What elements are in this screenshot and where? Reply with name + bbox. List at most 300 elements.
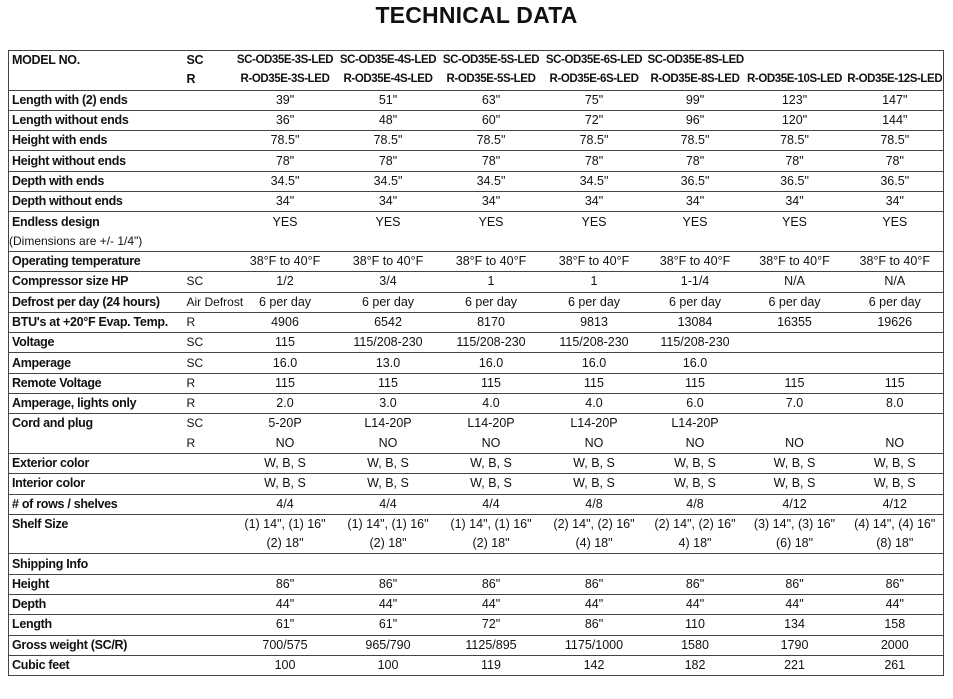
table-header-row bbox=[9, 51, 944, 71]
table-cell: 19626 bbox=[844, 312, 944, 332]
r-model-cell: R-OD35E-12S-LED bbox=[844, 70, 944, 90]
table-cell: 100 bbox=[233, 655, 335, 675]
table-row bbox=[9, 272, 944, 292]
row-sub-label bbox=[184, 615, 233, 635]
row-sub-label bbox=[184, 90, 233, 110]
table-cell: 965/790 bbox=[335, 635, 439, 655]
r-model-cell: R-OD35E-8S-LED bbox=[645, 70, 743, 90]
table-cell: L14-20P bbox=[541, 414, 645, 434]
table-cell bbox=[844, 353, 944, 373]
table-cell: (2) 18" bbox=[335, 534, 439, 554]
row-sub-label bbox=[184, 474, 233, 494]
table-cell: 120" bbox=[743, 110, 844, 130]
table-cell: 16.0 bbox=[233, 353, 335, 373]
table-cell: 16355 bbox=[743, 312, 844, 332]
sc-model-cell: SC-OD35E-6S-LED bbox=[541, 51, 645, 71]
table-cell: 86" bbox=[743, 574, 844, 594]
empty-cell bbox=[645, 232, 743, 252]
table-cell: W, B, S bbox=[335, 474, 439, 494]
table-cell: YES bbox=[645, 212, 743, 232]
table-cell: 4) 18" bbox=[645, 534, 743, 554]
empty-cell bbox=[743, 554, 844, 574]
row-sub-label bbox=[184, 151, 233, 171]
table-cell: (2) 14", (2) 16" bbox=[645, 514, 743, 534]
empty-cell bbox=[743, 232, 844, 252]
table-cell: W, B, S bbox=[645, 453, 743, 473]
row-label: Depth with ends bbox=[9, 171, 184, 191]
table-cell: N/A bbox=[743, 272, 844, 292]
table-row bbox=[9, 434, 944, 454]
table-cell: 4/8 bbox=[645, 494, 743, 514]
table-cell: 6 per day bbox=[645, 292, 743, 312]
empty-cell bbox=[9, 70, 184, 90]
row-label: Shelf Size bbox=[9, 514, 184, 534]
row-sub-label bbox=[184, 453, 233, 473]
table-cell: 34.5" bbox=[233, 171, 335, 191]
table-cell: 700/575 bbox=[233, 635, 335, 655]
row-label: Compressor size HP bbox=[9, 272, 184, 292]
empty-cell bbox=[184, 534, 233, 554]
table-cell: 1125/895 bbox=[439, 635, 541, 655]
table-cell: (4) 14", (4) 16" bbox=[844, 514, 944, 534]
table-cell: 1 bbox=[439, 272, 541, 292]
table-row bbox=[9, 232, 944, 252]
table-cell: 72" bbox=[541, 110, 645, 130]
table-cell: 34.5" bbox=[335, 171, 439, 191]
row-sub-label: SC bbox=[184, 333, 233, 353]
table-cell: 9813 bbox=[541, 312, 645, 332]
table-cell: 48" bbox=[335, 110, 439, 130]
table-cell: W, B, S bbox=[645, 474, 743, 494]
row-sub-label bbox=[184, 494, 233, 514]
table-cell: 96" bbox=[645, 110, 743, 130]
table-cell: YES bbox=[233, 212, 335, 232]
table-row bbox=[9, 615, 944, 635]
table-cell: 115/208-230 bbox=[439, 333, 541, 353]
table-cell: 115 bbox=[233, 373, 335, 393]
row-sub-label: SC bbox=[184, 353, 233, 373]
table-cell: 115/208-230 bbox=[335, 333, 439, 353]
row-label: Operating temperature bbox=[9, 251, 184, 271]
table-cell: NO bbox=[439, 434, 541, 454]
empty-cell bbox=[9, 534, 184, 554]
table-cell: 6.0 bbox=[645, 394, 743, 414]
table-cell: 86" bbox=[645, 574, 743, 594]
table-cell: (2) 18" bbox=[439, 534, 541, 554]
table-cell: (2) 18" bbox=[233, 534, 335, 554]
row-sub-label bbox=[184, 192, 233, 212]
table-cell: 6 per day bbox=[335, 292, 439, 312]
table-cell: 44" bbox=[439, 595, 541, 615]
table-cell: N/A bbox=[844, 272, 944, 292]
table-cell: 16.0 bbox=[645, 353, 743, 373]
table-cell: 78" bbox=[541, 151, 645, 171]
table-cell: 4/4 bbox=[439, 494, 541, 514]
table-row bbox=[9, 635, 944, 655]
table-cell: (1) 14", (1) 16" bbox=[233, 514, 335, 534]
table-cell: 63" bbox=[439, 90, 541, 110]
table-cell: 110 bbox=[645, 615, 743, 635]
row-sub-label: R bbox=[184, 434, 233, 454]
row-sub-label bbox=[184, 595, 233, 615]
sc-model-cell: SC-OD35E-8S-LED bbox=[645, 51, 743, 71]
table-cell bbox=[743, 333, 844, 353]
table-row bbox=[9, 453, 944, 473]
table-row bbox=[9, 414, 944, 434]
table-cell: 99" bbox=[645, 90, 743, 110]
table-row bbox=[9, 534, 944, 554]
table-cell: 61" bbox=[335, 615, 439, 635]
empty-cell bbox=[439, 554, 541, 574]
table-cell: 4.0 bbox=[541, 394, 645, 414]
table-cell: W, B, S bbox=[233, 453, 335, 473]
table-cell: W, B, S bbox=[439, 453, 541, 473]
table-cell: 38°F to 40°F bbox=[439, 251, 541, 271]
table-cell: YES bbox=[541, 212, 645, 232]
table-cell: 6 per day bbox=[541, 292, 645, 312]
table-row bbox=[9, 394, 944, 414]
table-cell: (4) 18" bbox=[541, 534, 645, 554]
table-cell: 4906 bbox=[233, 312, 335, 332]
table-cell: 78" bbox=[233, 151, 335, 171]
table-cell: 144" bbox=[844, 110, 944, 130]
table-cell: 75" bbox=[541, 90, 645, 110]
r-model-cell: R-OD35E-5S-LED bbox=[439, 70, 541, 90]
row-sub-label bbox=[184, 110, 233, 130]
row-label: Endless design bbox=[9, 212, 184, 232]
sc-model-cell: SC-OD35E-3S-LED bbox=[233, 51, 335, 71]
table-cell: 36.5" bbox=[844, 171, 944, 191]
table-cell: 6542 bbox=[335, 312, 439, 332]
row-label: Cord and plug bbox=[9, 414, 184, 434]
row-sub-label: Air Defrost bbox=[184, 292, 233, 312]
table-cell: (1) 14", (1) 16" bbox=[439, 514, 541, 534]
table-cell: 4/4 bbox=[233, 494, 335, 514]
table-cell: 1-1/4 bbox=[645, 272, 743, 292]
row-label: Cubic feet bbox=[9, 655, 184, 675]
table-cell: 34" bbox=[541, 192, 645, 212]
table-cell: YES bbox=[335, 212, 439, 232]
table-cell: 78.5" bbox=[743, 131, 844, 151]
table-cell: 36" bbox=[233, 110, 335, 130]
table-cell: 2000 bbox=[844, 635, 944, 655]
row-label: Height with ends bbox=[9, 131, 184, 151]
table-cell bbox=[844, 333, 944, 353]
row-label: Amperage bbox=[9, 353, 184, 373]
table-cell: 86" bbox=[844, 574, 944, 594]
empty-cell bbox=[335, 554, 439, 574]
table-cell: 72" bbox=[439, 615, 541, 635]
table-cell: 44" bbox=[645, 595, 743, 615]
table-cell: 78.5" bbox=[335, 131, 439, 151]
table-cell: 51" bbox=[335, 90, 439, 110]
table-cell: 86" bbox=[541, 574, 645, 594]
table-cell: (6) 18" bbox=[743, 534, 844, 554]
table-cell: 115/208-230 bbox=[541, 333, 645, 353]
table-cell: 38°F to 40°F bbox=[541, 251, 645, 271]
table-cell: 34" bbox=[233, 192, 335, 212]
empty-cell bbox=[184, 514, 233, 534]
shipping-info-heading: Shipping Info bbox=[9, 554, 184, 574]
sc-label: SC bbox=[184, 51, 233, 71]
table-cell: 34" bbox=[335, 192, 439, 212]
table-cell: 34" bbox=[844, 192, 944, 212]
table-cell bbox=[844, 414, 944, 434]
table-cell: 100 bbox=[335, 655, 439, 675]
empty-cell bbox=[233, 554, 335, 574]
table-cell: 123" bbox=[743, 90, 844, 110]
table-row bbox=[9, 655, 944, 675]
table-cell: L14-20P bbox=[439, 414, 541, 434]
empty-cell bbox=[335, 232, 439, 252]
table-row bbox=[9, 514, 944, 534]
empty-cell bbox=[541, 554, 645, 574]
table-cell: 34.5" bbox=[439, 171, 541, 191]
table-cell: 3/4 bbox=[335, 272, 439, 292]
table-cell: W, B, S bbox=[844, 474, 944, 494]
table-cell: L14-20P bbox=[645, 414, 743, 434]
row-label: Depth without ends bbox=[9, 192, 184, 212]
table-row bbox=[9, 171, 944, 191]
table-cell: NO bbox=[645, 434, 743, 454]
table-cell: 38°F to 40°F bbox=[233, 251, 335, 271]
table-cell: 44" bbox=[743, 595, 844, 615]
empty-cell bbox=[233, 232, 335, 252]
empty-cell bbox=[645, 554, 743, 574]
table-cell: 34.5" bbox=[541, 171, 645, 191]
r-model-cell: R-OD35E-6S-LED bbox=[541, 70, 645, 90]
table-cell: 78.5" bbox=[439, 131, 541, 151]
table-cell: 115 bbox=[233, 333, 335, 353]
empty-cell bbox=[184, 554, 233, 574]
table-cell: 4.0 bbox=[439, 394, 541, 414]
row-label: Interior color bbox=[9, 474, 184, 494]
row-label: Length bbox=[9, 615, 184, 635]
row-label: Exterior color bbox=[9, 453, 184, 473]
sc-model-cell: SC-OD35E-5S-LED bbox=[439, 51, 541, 71]
table-cell: 115 bbox=[743, 373, 844, 393]
table-cell: 60" bbox=[439, 110, 541, 130]
table-cell: W, B, S bbox=[541, 474, 645, 494]
table-cell: 86" bbox=[233, 574, 335, 594]
row-sub-label: R bbox=[184, 373, 233, 393]
empty-cell bbox=[184, 212, 233, 232]
row-sub-label bbox=[184, 131, 233, 151]
table-row bbox=[9, 312, 944, 332]
row-label: Voltage bbox=[9, 333, 184, 353]
table-cell: (2) 14", (2) 16" bbox=[541, 514, 645, 534]
table-row bbox=[9, 595, 944, 615]
table-cell: 78.5" bbox=[541, 131, 645, 151]
table-cell: 134 bbox=[743, 615, 844, 635]
table-header-row bbox=[9, 70, 944, 90]
table-row bbox=[9, 292, 944, 312]
table-row bbox=[9, 333, 944, 353]
row-sub-label bbox=[184, 635, 233, 655]
table-row bbox=[9, 574, 944, 594]
table-cell: 8.0 bbox=[844, 394, 944, 414]
table-cell: 86" bbox=[335, 574, 439, 594]
table-cell: NO bbox=[335, 434, 439, 454]
table-cell: W, B, S bbox=[439, 474, 541, 494]
row-sub-label: SC bbox=[184, 414, 233, 434]
table-cell: 34" bbox=[439, 192, 541, 212]
table-cell bbox=[743, 353, 844, 373]
table-cell: 115 bbox=[439, 373, 541, 393]
table-row bbox=[9, 373, 944, 393]
empty-cell bbox=[9, 434, 184, 454]
row-label: Length with (2) ends bbox=[9, 90, 184, 110]
table-cell: 16.0 bbox=[541, 353, 645, 373]
row-sub-label: SC bbox=[184, 272, 233, 292]
table-cell: 38°F to 40°F bbox=[645, 251, 743, 271]
table-cell: 38°F to 40°F bbox=[844, 251, 944, 271]
table-cell: 221 bbox=[743, 655, 844, 675]
table-cell: 158 bbox=[844, 615, 944, 635]
row-label: Gross weight (SC/R) bbox=[9, 635, 184, 655]
table-cell: 44" bbox=[233, 595, 335, 615]
table-row bbox=[9, 251, 944, 271]
table-cell: 115 bbox=[541, 373, 645, 393]
sc-model-cell bbox=[844, 51, 944, 71]
r-model-cell: R-OD35E-4S-LED bbox=[335, 70, 439, 90]
table-row bbox=[9, 151, 944, 171]
table-cell: 78.5" bbox=[233, 131, 335, 151]
r-model-cell: R-OD35E-3S-LED bbox=[233, 70, 335, 90]
table-cell: 44" bbox=[335, 595, 439, 615]
table-cell: 4/12 bbox=[844, 494, 944, 514]
table-cell: 3.0 bbox=[335, 394, 439, 414]
table-cell: 1580 bbox=[645, 635, 743, 655]
table-cell: 44" bbox=[844, 595, 944, 615]
table-cell: 44" bbox=[541, 595, 645, 615]
row-label: Depth bbox=[9, 595, 184, 615]
table-cell: W, B, S bbox=[743, 474, 844, 494]
table-cell: NO bbox=[743, 434, 844, 454]
table-cell: 78.5" bbox=[645, 131, 743, 151]
table-cell: NO bbox=[844, 434, 944, 454]
table-cell: 6 per day bbox=[439, 292, 541, 312]
table-cell: 1/2 bbox=[233, 272, 335, 292]
section-header-row bbox=[9, 554, 944, 574]
empty-cell bbox=[844, 554, 944, 574]
table-cell: W, B, S bbox=[743, 453, 844, 473]
empty-cell bbox=[844, 232, 944, 252]
table-row bbox=[9, 131, 944, 151]
row-sub-label: R bbox=[184, 312, 233, 332]
table-cell: 1 bbox=[541, 272, 645, 292]
table-cell: 36.5" bbox=[645, 171, 743, 191]
table-cell: (1) 14", (1) 16" bbox=[335, 514, 439, 534]
table-cell: 16.0 bbox=[439, 353, 541, 373]
empty-cell bbox=[439, 232, 541, 252]
table-cell: 34" bbox=[743, 192, 844, 212]
technical-data-table bbox=[8, 50, 944, 676]
table-cell: 8170 bbox=[439, 312, 541, 332]
table-cell: 78" bbox=[743, 151, 844, 171]
table-cell: 115 bbox=[844, 373, 944, 393]
table-cell: 78" bbox=[439, 151, 541, 171]
table-row bbox=[9, 474, 944, 494]
row-sub-label bbox=[184, 171, 233, 191]
dimension-note: (Dimensions are +/- 1/4") bbox=[9, 232, 233, 252]
table-cell: NO bbox=[233, 434, 335, 454]
table-row bbox=[9, 192, 944, 212]
table-cell: W, B, S bbox=[335, 453, 439, 473]
table-cell: YES bbox=[743, 212, 844, 232]
table-row bbox=[9, 90, 944, 110]
row-label: Height bbox=[9, 574, 184, 594]
table-cell: 38°F to 40°F bbox=[743, 251, 844, 271]
table-cell: 13.0 bbox=[335, 353, 439, 373]
table-cell: 6 per day bbox=[844, 292, 944, 312]
table-cell: 7.0 bbox=[743, 394, 844, 414]
row-label: # of rows / shelves bbox=[9, 494, 184, 514]
row-label: Height without ends bbox=[9, 151, 184, 171]
table-cell: L14-20P bbox=[335, 414, 439, 434]
table-cell: 1175/1000 bbox=[541, 635, 645, 655]
table-cell: YES bbox=[439, 212, 541, 232]
table-cell: W, B, S bbox=[844, 453, 944, 473]
table-cell: 78" bbox=[335, 151, 439, 171]
model-no-label: MODEL NO. bbox=[9, 51, 184, 71]
table-cell: 115 bbox=[335, 373, 439, 393]
table-cell: 61" bbox=[233, 615, 335, 635]
table-cell: 147" bbox=[844, 90, 944, 110]
r-model-cell: R-OD35E-10S-LED bbox=[743, 70, 844, 90]
table-cell: 86" bbox=[541, 615, 645, 635]
table-cell: W, B, S bbox=[541, 453, 645, 473]
r-label: R bbox=[184, 70, 233, 90]
table-cell: NO bbox=[541, 434, 645, 454]
row-label: Amperage, lights only bbox=[9, 394, 184, 414]
table-row bbox=[9, 110, 944, 130]
table-cell: 34" bbox=[645, 192, 743, 212]
table-cell: 142 bbox=[541, 655, 645, 675]
table-cell: 13084 bbox=[645, 312, 743, 332]
table-cell: 78" bbox=[844, 151, 944, 171]
empty-cell bbox=[541, 232, 645, 252]
page-title: TECHNICAL DATA bbox=[375, 2, 578, 28]
table-cell: 6 per day bbox=[233, 292, 335, 312]
table-cell: 115 bbox=[645, 373, 743, 393]
table-cell: 38°F to 40°F bbox=[335, 251, 439, 271]
table-cell: (8) 18" bbox=[844, 534, 944, 554]
table-row bbox=[9, 494, 944, 514]
row-sub-label bbox=[184, 251, 233, 271]
table-cell: 119 bbox=[439, 655, 541, 675]
table-cell: (3) 14", (3) 16" bbox=[743, 514, 844, 534]
table-cell: 182 bbox=[645, 655, 743, 675]
table-cell: 86" bbox=[439, 574, 541, 594]
row-label: Defrost per day (24 hours) bbox=[9, 292, 184, 312]
table-cell: 261 bbox=[844, 655, 944, 675]
table-cell: 6 per day bbox=[743, 292, 844, 312]
table-cell: 5-20P bbox=[233, 414, 335, 434]
table-cell: 115/208-230 bbox=[645, 333, 743, 353]
table-row bbox=[9, 212, 944, 232]
row-label: Length without ends bbox=[9, 110, 184, 130]
table-cell: 4/8 bbox=[541, 494, 645, 514]
table-cell: 78.5" bbox=[844, 131, 944, 151]
row-sub-label: R bbox=[184, 394, 233, 414]
table-cell: 36.5" bbox=[743, 171, 844, 191]
table-cell: 39" bbox=[233, 90, 335, 110]
table-cell: 1790 bbox=[743, 635, 844, 655]
sc-model-cell: SC-OD35E-4S-LED bbox=[335, 51, 439, 71]
row-label: BTU's at +20°F Evap. Temp. bbox=[9, 312, 184, 332]
table-cell: W, B, S bbox=[233, 474, 335, 494]
